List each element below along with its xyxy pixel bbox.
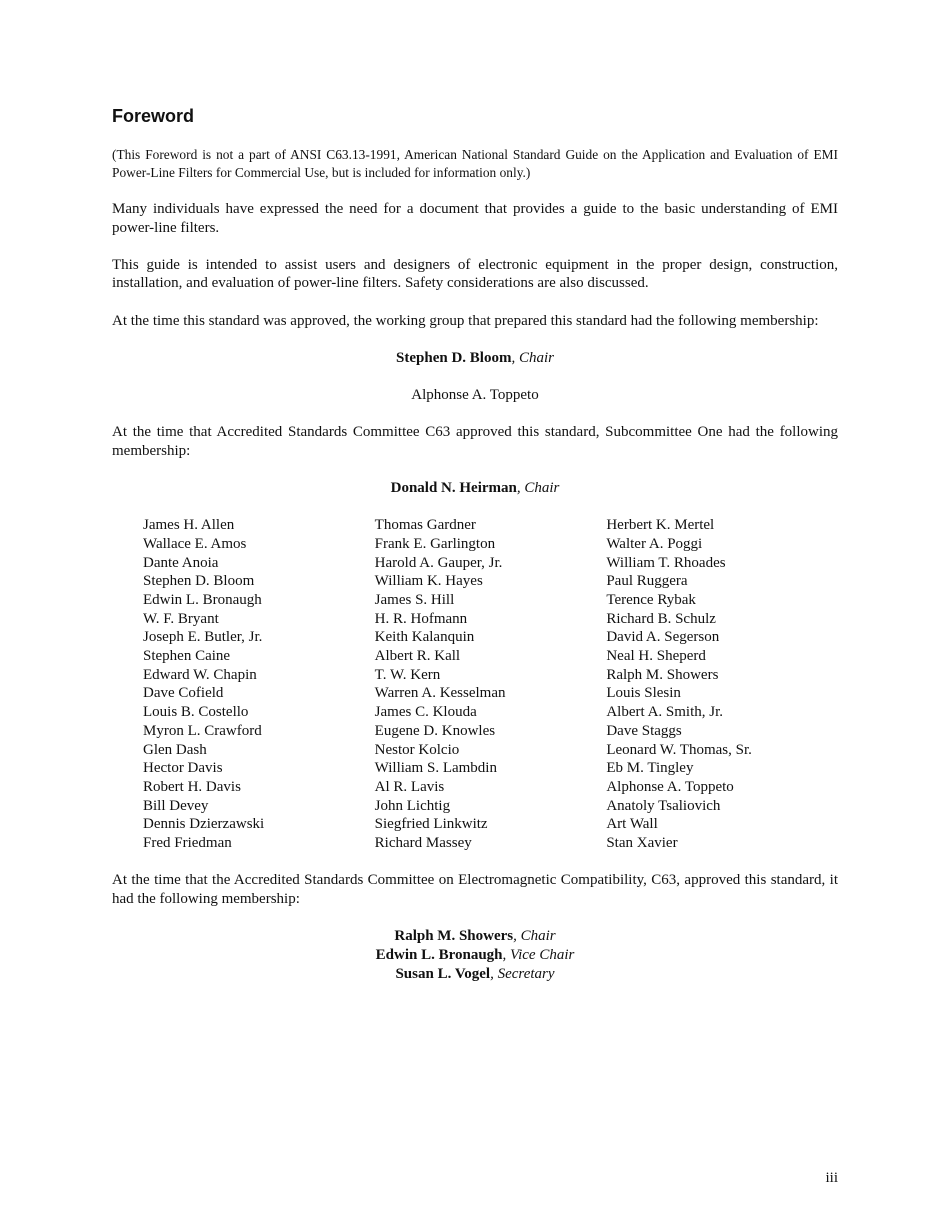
member-column-3 — [606, 516, 838, 853]
subcommittee-chair-role: , Chair — [516, 479, 560, 496]
subcommittee-member-list — [112, 516, 838, 853]
member-name: Hector Davis — [143, 760, 223, 777]
member-column-1 — [143, 516, 375, 853]
member-name: Nestor Kolcio — [374, 741, 460, 758]
member-name: Glen Dash — [143, 741, 207, 758]
member-name: Keith Kalanquin — [374, 629, 475, 646]
member-name: Terence Rybak — [606, 591, 696, 608]
member-name: Herbert K. Mertel — [606, 517, 715, 534]
member-name: Albert R. Kall — [374, 648, 461, 665]
subcommittee-intro: At the time that Accredited Standards Committee C63 approved this standard, Subcommittee One had the following membership: — [112, 424, 838, 459]
member-name: Warren A. Kesselman — [374, 685, 506, 702]
member-name: William T. Rhoades — [606, 554, 726, 571]
member-name: T. W. Kern — [374, 666, 441, 683]
member-name: Paul Ruggera — [606, 573, 688, 590]
member-name: Frank E. Garlington — [374, 535, 496, 552]
member-name: Albert A. Smith, Jr. — [606, 704, 724, 721]
member-name: Fred Friedman — [143, 835, 232, 852]
page-number: iii — [825, 1170, 838, 1186]
foreword-disclaimer-note: (This Foreword is not a part of ANSI C63.13-1991, American National Standard Guide on the Application and Evaluation of EMI Power-Line Filters for Commercial Use, but is included for information only.) — [112, 147, 838, 180]
member-name: Stephen Caine — [143, 648, 231, 665]
member-name: Walter A. Poggi — [606, 535, 703, 552]
member-name: Ralph M. Showers — [606, 666, 719, 683]
working-group-chair-name: Stephen D. Bloom — [396, 349, 512, 366]
member-name: James C. Klouda — [374, 704, 477, 721]
subcommittee-chair — [112, 479, 838, 498]
member-name: Al R. Lavis — [374, 778, 445, 795]
subcommittee-chair-name: Donald N. Heirman — [390, 479, 517, 496]
member-name: Myron L. Crawford — [143, 722, 262, 739]
member-name: William S. Lambdin — [374, 760, 497, 777]
member-name: John Lichtig — [374, 797, 451, 814]
officer-role: , Secretary — [490, 965, 555, 982]
member-name: Wallace E. Amos — [143, 535, 247, 552]
member-name: Eb M. Tingley — [606, 760, 694, 777]
member-name: Stan Xavier — [606, 835, 678, 852]
officer-role: , Chair — [513, 928, 556, 945]
member-name: Leonard W. Thomas, Sr. — [606, 741, 752, 758]
officer-chair — [112, 927, 838, 946]
working-group-chair — [112, 349, 838, 368]
member-name: Edward W. Chapin — [143, 666, 257, 683]
member-name: Anatoly Tsaliovich — [606, 797, 721, 814]
working-group-chair-role: , Chair — [511, 349, 554, 366]
member-name: Joseph E. Butler, Jr. — [143, 629, 263, 646]
member-name: Neal H. Sheperd — [606, 648, 706, 665]
purpose-paragraph: This guide is intended to assist users and designers of electronic equipment in the proper design, construction, installation, and evaluation of power-line filters. Safety considerations are also discussed. — [112, 256, 838, 292]
member-name: Alphonse A. Toppeto — [606, 778, 734, 795]
member-name: Louis B. Costello — [143, 704, 249, 721]
officer-name: Susan L. Vogel — [395, 965, 491, 982]
member-name: William K. Hayes — [374, 573, 483, 590]
member-name: Eugene D. Knowles — [374, 722, 496, 739]
member-name: Richard B. Schulz — [606, 610, 716, 627]
member-name: Bill Devey — [143, 797, 209, 814]
member-name: Dante Anoia — [143, 554, 219, 571]
member-name: Richard Massey — [374, 835, 472, 852]
working-group-intro: At the time this standard was approved, the working group that prepared this standard had the following membership: — [112, 312, 819, 329]
member-name: W. F. Bryant — [143, 610, 219, 627]
officer-name: Ralph M. Showers — [394, 928, 514, 945]
intro-paragraph: Many individuals have expressed the need for a document that provides a guide to the basic understanding of EMI power-line filters. — [112, 201, 838, 236]
member-name: Stephen D. Bloom — [143, 573, 255, 590]
officer-vice-chair — [112, 946, 838, 965]
member-name: Robert H. Davis — [143, 778, 241, 795]
member-name: Siegfried Linkwitz — [374, 816, 488, 833]
member-name: H. R. Hofmann — [374, 610, 468, 627]
member-name: Dave Cofield — [143, 685, 224, 702]
member-name: Dennis Dzierzawski — [143, 816, 265, 833]
officer-role: , Vice Chair — [502, 946, 575, 963]
member-column-2 — [375, 516, 607, 853]
committee-intro: At the time that the Accredited Standards Committee on Electromagnetic Compatibility, C63, approved this standard, it had the following membership: — [112, 872, 838, 907]
foreword-heading: Foreword — [112, 106, 195, 126]
member-name: Dave Staggs — [606, 722, 682, 739]
foreword-page — [112, 105, 838, 984]
member-name: James H. Allen — [143, 517, 235, 534]
member-name: Edwin L. Bronaugh — [143, 591, 262, 608]
member-name: Thomas Gardner — [374, 517, 476, 534]
member-name: James S. Hill — [374, 591, 455, 608]
officer-name: Edwin L. Bronaugh — [375, 946, 503, 963]
committee-officers — [112, 927, 838, 983]
member-name: David A. Segerson — [606, 629, 720, 646]
officer-secretary — [112, 965, 838, 984]
member-name: Harold A. Gauper, Jr. — [374, 554, 503, 571]
member-name: Louis Slesin — [606, 685, 681, 702]
working-group-member: Alphonse A. Toppeto — [411, 386, 539, 403]
member-name: Art Wall — [606, 816, 658, 833]
